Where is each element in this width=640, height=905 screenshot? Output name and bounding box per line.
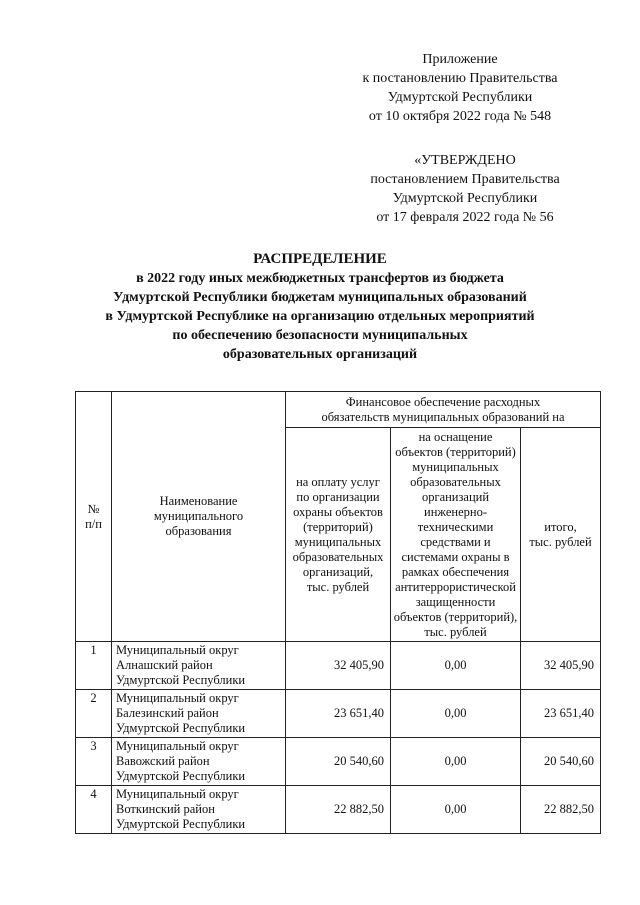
table-row	[76, 690, 601, 738]
row-total-value: 32 405,90	[521, 642, 601, 690]
header-guard-services: на оплату услуг по организации охраны объектов (территорий) муниципальных образовательных организаций, тыс. рублей	[286, 428, 391, 642]
table-row	[76, 738, 601, 786]
document-title	[60, 250, 580, 364]
header-number: № п/п	[76, 392, 112, 642]
row-municipality: Муниципальный округ Алнашский район Удмуртской Республики	[112, 642, 286, 690]
row-total-value: 23 651,40	[521, 690, 601, 738]
row-equipment-value: 0,00	[391, 786, 521, 834]
row-total-value: 22 882,50	[521, 786, 601, 834]
title-line: по обеспечению безопасности муниципальных	[172, 328, 468, 343]
approval-block	[330, 151, 600, 227]
row-municipality: Муниципальный округ Балезинский район Удмуртской Республики	[112, 690, 286, 738]
appendix-line: к постановлению Правительства	[362, 71, 558, 86]
row-number: 1	[76, 642, 112, 690]
approval-line: Удмуртской Республики	[392, 191, 538, 206]
distribution-table	[75, 391, 601, 834]
row-guard-value: 20 540,60	[286, 738, 391, 786]
row-municipality: Муниципальный округ Вавожский район Удмуртской Республики	[112, 738, 286, 786]
row-total-value: 20 540,60	[521, 738, 601, 786]
header-equipment: на оснащение объектов (территорий) муниципальных образовательных организаций инженерно- техническими средствами и системами охраны в рамках обеспечения антитеррористической защищенности объектов (территорий), тыс. рублей	[391, 428, 521, 642]
approval-line: «УТВЕРЖДЕНО	[414, 153, 516, 168]
row-number: 4	[76, 786, 112, 834]
row-guard-value: 32 405,90	[286, 642, 391, 690]
row-municipality: Муниципальный округ Воткинский район Удмуртской Республики	[112, 786, 286, 834]
title-line: в 2022 году иных межбюджетных трансфертов из бюджета	[136, 271, 504, 286]
approval-line: постановлением Правительства	[370, 172, 560, 187]
title-line: в Удмуртской Республике на организацию отдельных мероприятий	[105, 309, 535, 324]
table-row	[76, 642, 601, 690]
title-line: образовательных организаций	[222, 347, 418, 362]
appendix-line: Удмуртской Республики	[387, 90, 533, 105]
appendix-block	[320, 50, 600, 126]
row-number: 3	[76, 738, 112, 786]
header-financing-group: Финансовое обеспечение расходных обязательств муниципальных образований на	[286, 392, 601, 428]
header-total: итого, тыс. рублей	[521, 428, 601, 642]
row-number: 2	[76, 690, 112, 738]
title-heading: РАСПРЕДЕЛЕНИЕ	[253, 251, 387, 267]
row-equipment-value: 0,00	[391, 738, 521, 786]
title-line: Удмуртской Республики бюджетам муниципальных образований	[113, 290, 527, 305]
row-guard-value: 23 651,40	[286, 690, 391, 738]
table-row	[76, 786, 601, 834]
header-municipality-name: Наименование муниципального образования	[112, 392, 286, 642]
appendix-line: Приложение	[422, 52, 498, 67]
row-guard-value: 22 882,50	[286, 786, 391, 834]
appendix-line: от 10 октября 2022 года № 548	[368, 109, 552, 124]
approval-line: от 17 февраля 2022 года № 56	[376, 210, 554, 225]
row-equipment-value: 0,00	[391, 690, 521, 738]
row-equipment-value: 0,00	[391, 642, 521, 690]
